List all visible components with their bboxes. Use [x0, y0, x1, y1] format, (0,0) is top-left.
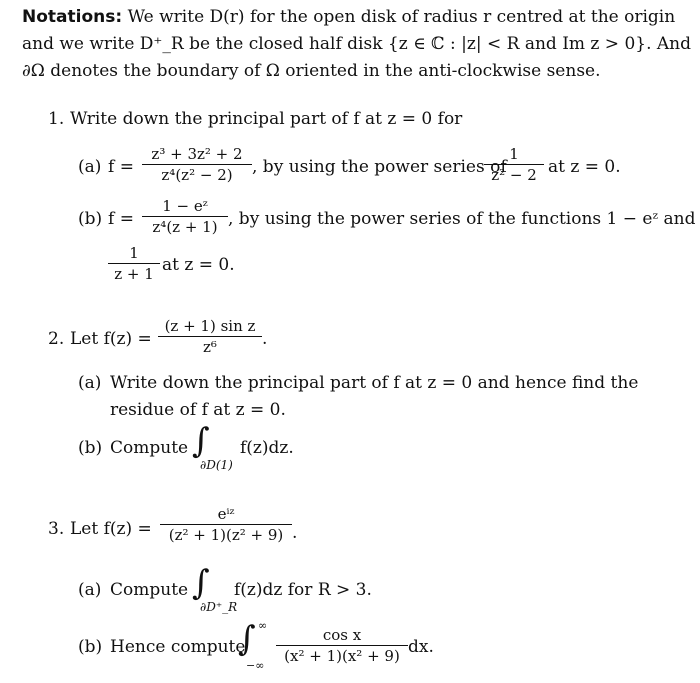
q1b-numerator: 1 − eᶻ	[162, 197, 208, 215]
q1b-fraction-2	[108, 244, 160, 283]
notations-label: Notations:	[22, 7, 123, 27]
q3-number: 3.	[48, 519, 65, 539]
notations-line-2: and we write D⁺_R be the closed half disk {z ∈ ℂ : |z| < R and Im z > 0}. And	[22, 34, 691, 54]
q2-denominator: z⁶	[203, 338, 217, 356]
q3b-numerator: cos x	[322, 626, 362, 644]
q1b-denominator: z⁴(z + 1)	[152, 218, 218, 236]
q1a-label: (a)	[78, 157, 102, 177]
q1-text: Write down the principal part of f at z = 0 for	[70, 109, 463, 129]
q3-end: .	[292, 523, 298, 543]
q1b-frac2-num: 1	[129, 244, 139, 262]
q2b-integrand: f(z)dz.	[240, 438, 294, 458]
notations-line-1	[22, 6, 675, 28]
q3-fraction-bar	[160, 524, 292, 525]
q1b-text: , by using the power series of the functions 1 − eᶻ and	[228, 209, 696, 229]
q2a-label: (a)	[78, 373, 102, 393]
q1b-frac2-den: z + 1	[114, 265, 154, 283]
q1b-tail: at z = 0.	[162, 255, 235, 275]
q2b-text: Compute	[110, 438, 189, 458]
q2-numerator: (z + 1) sin z	[164, 317, 256, 335]
q1a-frac2-den: z² − 2	[491, 166, 537, 184]
q1a-fraction	[142, 145, 252, 184]
q3-denominator: (z² + 1)(z² + 9)	[168, 526, 284, 544]
q1a-denominator: z⁴(z² − 2)	[161, 166, 233, 184]
q3b-text: Hence compute	[110, 637, 246, 657]
q1b-fraction-bar	[142, 216, 228, 217]
q1a-fraction-2	[484, 145, 544, 184]
q1a-fraction-bar	[142, 164, 252, 165]
notations-line-3: ∂Ω denotes the boundary of Ω oriented in the anti-clockwise sense.	[22, 61, 601, 81]
q1b-frac2-bar	[108, 263, 160, 264]
q3a-integral-subscript: ∂D⁺_R	[200, 600, 238, 614]
q2-fraction-bar	[158, 336, 262, 337]
q1a-f-eq: f =	[108, 157, 134, 177]
q2a-line-2: residue of f at z = 0.	[110, 400, 286, 420]
q1a-numerator: z³ + 3z² + 2	[151, 145, 243, 163]
q3b-integral-sign: ∫	[238, 619, 256, 659]
q3b-denominator: (x² + 1)(x² + 9)	[284, 647, 400, 665]
q2a-line-1: Write down the principal part of f at z = 0 and hence find the	[110, 373, 639, 393]
q3-numerator: eⁱᶻ	[217, 505, 235, 523]
q2b-label: (b)	[78, 438, 103, 458]
q1b-label: (b)	[78, 209, 103, 229]
q1-number: 1.	[48, 109, 65, 129]
q3b-label: (b)	[78, 637, 103, 657]
q1a-frac2-num: 1	[509, 145, 519, 163]
q3b-fraction	[276, 626, 408, 665]
q2-end: .	[262, 329, 268, 349]
q1a-frac2-bar	[484, 164, 544, 165]
q2b-integral-subscript: ∂D(1)	[200, 458, 233, 472]
q2-number: 2.	[48, 329, 65, 349]
q3a-integral-sign: ∫	[192, 563, 210, 603]
q3b-tail: dx.	[408, 637, 434, 657]
q2-lead: Let f(z) =	[70, 329, 152, 349]
q3b-integral-lower: −∞	[246, 659, 265, 672]
q3b-fraction-bar	[276, 645, 408, 646]
q2-fraction	[158, 317, 262, 356]
q3-lead: Let f(z) =	[70, 519, 152, 539]
q3b-integral-upper: ∞	[258, 619, 268, 632]
q1b-f-eq: f =	[108, 209, 134, 229]
notations-text-1: We write D(r) for the open disk of radius r centred at the origin	[127, 7, 676, 27]
q1a-text: , by using the power series of	[252, 157, 507, 177]
q1b-fraction	[142, 197, 228, 236]
q1a-tail: at z = 0.	[548, 157, 621, 177]
q2b-integral-sign: ∫	[192, 421, 210, 461]
q3-fraction	[160, 505, 292, 544]
q3a-integrand: f(z)dz for R > 3.	[234, 580, 372, 600]
q3a-text: Compute	[110, 580, 189, 600]
q3a-label: (a)	[78, 580, 102, 600]
